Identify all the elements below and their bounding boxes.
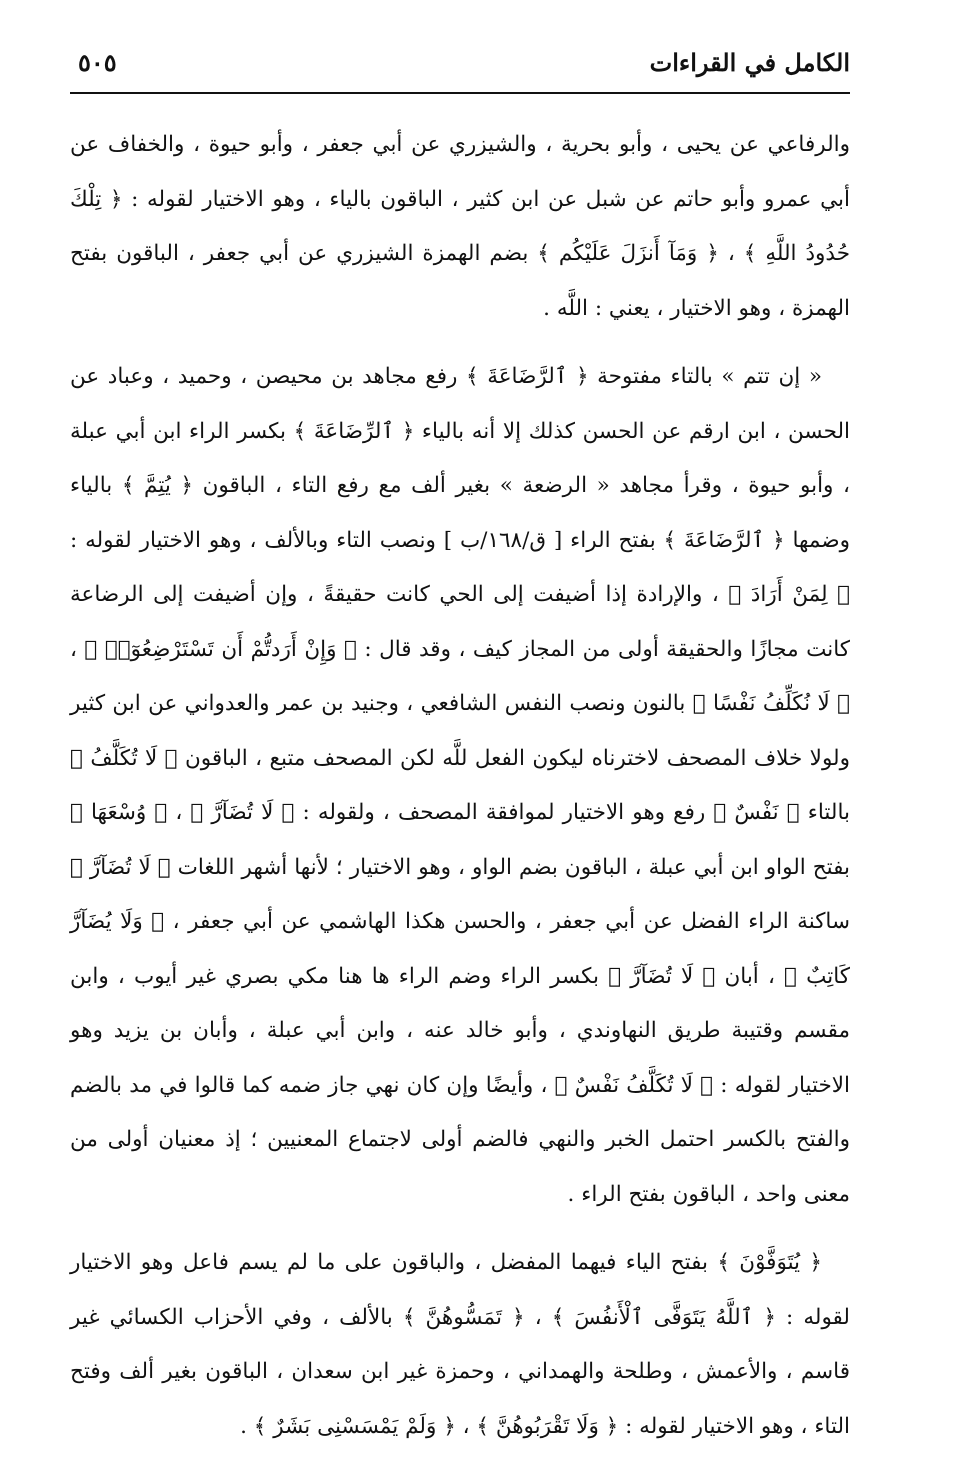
- page-header: [70, 40, 850, 94]
- paragraph-1: والرفاعي عن يحيى ، وأبو بحرية ، والشيزري عن أبي جعفر ، وأبو حيوة ، والخفاف عن أبي عمرو وأبو حاتم عن شبل عن ابن كثير ، الباقون بالياء ، وهو الاختيار لقوله : ﴿ تِلْكَ حُدُودُ اللَّهِ ﴾ ، ﴿ وَمَآ أَنزَلَ عَلَيْكُم ﴾ بضم الهمزة الشيزري عن أبي جعفر ، الباقون بفتح الهمزة ، وهو الاختيار ، يعني : اللَّه .: [70, 132, 850, 321]
- page: [70, 40, 850, 1468]
- paragraph-2: « إن تتم » بالتاء مفتوحة ﴿ ٱلرَّضَاعَةَ ﴾ رفع مجاهد بن محيصن ، وحميد ، وعباد عن الحسن ، ابن ارقم عن الحسن كذلك إلا أنه بالياء ﴿ ٱلرِّضَاعَةَ ﴾ بكسر الراء ابن أبي عبلة ، وأبو حيوة ، وقرأ مجاهد « الرضعة » بغير ألف مع رفع التاء ، الباقون ﴿ يُتِمَّ ﴾ بالياء وضمها ﴿ ٱلرَّضَاعَةَ ﴾ بفتح الراء [ ق/١٦٨/ب ] ونصب التاء وبالألف ، وهو الاختيار لقوله : ﴿ لِمَنْ أَرَادَ ﴾ ، والإرادة إذا أضيفت إلى الحي كانت حقيقةً ، وإن أضيفت إلى الرضاعة كانت مجازًا والحقيقة أولى من المجاز كيف ، وقد قال : ﴿ وَإِنْ أَرَدتُّمْ أَن تَسْتَرْضِعُوٓا۟ ﴾ ، ﴿ لَا نُكَلِّفُ نَفْسًا ﴾ بالنون ونصب النفس الشافعي ، وجنيد بن عمر والعدواني عن ابن كثير ولولا خلاف المصحف لاخترناه ليكون الفعل للَّه لكن المصحف متبع ، الباقون ﴿ لَا تُكَلَّفُ ﴾ بالتاء ﴿ نَفْسٌ ﴾ رفع وهو الاختيار لموافقة المصحف ، ولقوله : ﴿ لَا تُضَآرَّ ﴾ ، ﴿ وُسْعَهَا ﴾ بفتح الواو ابن أبي عبلة ، الباقون بضم الواو ، وهو الاختيار ؛ لأنها أشهر اللغات ﴿ لَا تُضَآرَّ ﴾ ساكنة الراء الفضل عن أبي جعفر ، والحسن هكذا الهاشمي عن أبي جعفر ، ﴿ وَلَا يُضَآرَّ كَاتِبٌ ﴾ ، أبان ﴿ لَا تُضَآرَّ ﴾ بكسر الراء وضم الراء ها هنا مكي بصري غير أيوب ، وابن مقسم وقتيبة طريق النهاوندي ، وأبو خالد عنه ، وابن أبي عبلة ، وأبان بن يزيد وهو الاختيار لقوله : ﴿ لَا تُكَلَّفُ نَفْسٌ ﴾ ، وأيضًا وإن كان نهي جاز ضمه كما قالوا في مد بالضم والفتح بالكسر احتمل الخبر والنهي فالضم أولى لاجتماع المعنيين ؛ إذ معنيان أولى من معنى واحد ، الباقون بفتح الراء .: [70, 364, 851, 1207]
- running-title: الكامل في القراءات: [649, 48, 850, 77]
- body-text: [70, 118, 850, 1454]
- page-number: ٥٠٥: [78, 48, 117, 77]
- paragraph-3: ﴿ يُتَوَفَّوْنَ ﴾ بفتح الياء فيهما المفضل ، والباقون على ما لم يسم فاعل وهو الاختيار لقوله : ﴿ ٱللَّهُ يَتَوَفَّى ٱلْأَنفُسَ ﴾ ، ﴿ تَمَسُّوهُنَّ ﴾ بالألف ، وفي الأحزاب الكسائي غير قاسم ، والأعمش ، وطلحة والهمداني ، وحمزة غير ابن سعدان ، الباقون بغير ألف وفتح التاء ، وهو الاختيار لقوله : ﴿ وَلَا تَقْرَبُوهُنَّ ﴾ ، ﴿ وَلَمْ يَمْسَسْنِى بَشَرٌ ﴾ .: [70, 1250, 850, 1439]
